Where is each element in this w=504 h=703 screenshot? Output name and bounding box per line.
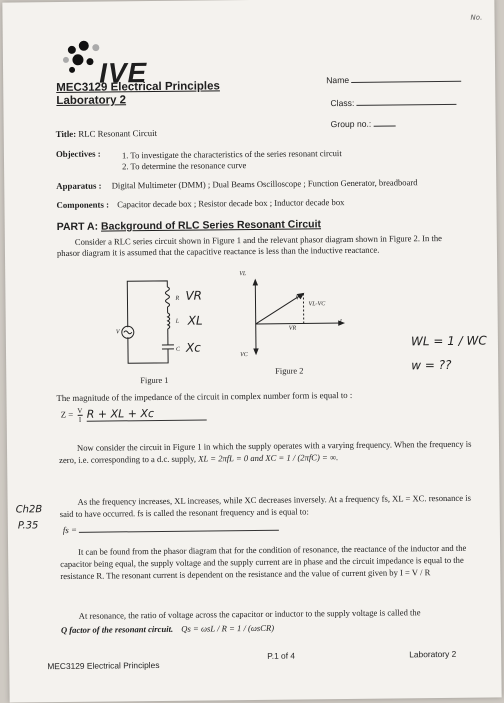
margin-note-chapter: Ch2B xyxy=(16,504,43,515)
margin-note-page: P.35 xyxy=(18,520,39,531)
impedance-text: The magnitude of the impedance of the circuit in complex number form is equal to : xyxy=(56,389,352,404)
fig1-l-label: L xyxy=(176,319,179,325)
apparatus-row xyxy=(56,176,417,192)
fig2-vr-label: VR xyxy=(289,326,296,332)
fig1-c-label: C xyxy=(176,347,180,353)
frequency-text: Now consider the circuit in Figure 1 in which the supply operates with a varying frequency. When the frequency is zero, i.e. corresponding to a d.c. supply, xyxy=(59,439,471,465)
frequency-paragraph xyxy=(59,438,481,466)
course-lab: Laboratory 2 xyxy=(56,94,126,108)
fs-field[interactable] xyxy=(63,522,279,536)
q-factor-equation: Qs = ωsL / R = 1 / (ωsCR) xyxy=(181,623,274,634)
class-label: Class: xyxy=(330,98,354,108)
resonant-frequency-paragraph: As the frequency increases, XL increases, while XC decreases inversely. At a frequency fs, XL = XC. resonance is said to have occurred. fs is called the resonant frequency and is equal to: xyxy=(60,492,482,520)
handwritten-xl: XL xyxy=(188,314,203,328)
handwritten-omega-question: w = ?? xyxy=(411,358,451,372)
fig2-vc-label: VC xyxy=(240,352,248,358)
name-input-line[interactable] xyxy=(352,81,462,83)
q-factor-paragraph xyxy=(61,606,483,622)
components-label: Components : xyxy=(56,199,109,210)
frequency-equation: XL = 2πfL = 0 and XC = 1 / (2πfC) = ∞. xyxy=(198,452,338,463)
figure-1-caption: Figure 1 xyxy=(140,376,168,385)
components-value: Capacitor decade box ; Resistor decade box ; Inductor decade box xyxy=(117,197,344,209)
title-label: Title: xyxy=(56,129,76,139)
worksheet-page xyxy=(2,0,501,703)
z-fraction xyxy=(77,407,82,424)
title-row xyxy=(56,127,157,140)
figure-1-circuit xyxy=(105,270,226,371)
fig2-i-label: I xyxy=(340,319,342,325)
handwritten-xc: Xc xyxy=(186,341,201,355)
footer-right: Laboratory 2 xyxy=(409,649,456,659)
group-field[interactable] xyxy=(331,118,396,129)
fig2-vl-label: VL xyxy=(239,271,246,277)
objective-item-1: 1. To investigate the characteristics of the series resonant circuit xyxy=(122,148,342,160)
fs-label: fs = xyxy=(63,525,77,535)
figure-2-phasor xyxy=(243,271,354,362)
title-value: RLC Resonant Circuit xyxy=(78,128,157,139)
objective-item-2: 2. To determine the resonance curve xyxy=(122,160,246,171)
fig1-v-label: V xyxy=(116,329,120,335)
fig1-r-label: R xyxy=(175,296,179,302)
resonance-paragraph: It can be found from the phasor diagram that for the condition of resonance, the reactance of the inductor and the capacitor being equal, the supply voltage and the supply current are in phase and the circuit impedance is equal to the resistance R. The resonant current is dependent on the resistance and the value of current given by I = V / R xyxy=(60,542,482,582)
name-label: Name xyxy=(326,75,349,85)
handwritten-resonance-eq: WL = 1 / WC xyxy=(411,334,487,349)
fs-input-line[interactable] xyxy=(79,530,279,533)
figure-2-caption: Figure 2 xyxy=(275,366,303,375)
fig2-v-label: V xyxy=(295,296,299,302)
group-label: Group no.: xyxy=(331,119,372,129)
class-field[interactable] xyxy=(330,97,456,108)
z-fraction-den: I xyxy=(77,416,82,424)
corner-note: No. xyxy=(470,14,482,22)
logo-text: IVE xyxy=(99,57,147,90)
part-a-title: Background of RLC Series Resonant Circuit xyxy=(101,218,321,232)
impedance-formula xyxy=(61,405,207,424)
q-factor-text: Q factor of the resonant circuit. xyxy=(61,624,173,635)
apparatus-value: Digital Multimeter (DMM) ; Dual Beams Oscilloscope ; Function Generator, breadboard xyxy=(112,177,418,190)
z-fraction-num: V xyxy=(77,407,82,416)
class-input-line[interactable] xyxy=(357,104,457,106)
name-field[interactable] xyxy=(326,74,461,85)
course-title: MEC3129 Electrical Principles xyxy=(56,80,220,95)
q-intro-text: At resonance, the ratio of voltage across the capacitor or inductor to the supply voltage is called the xyxy=(79,607,421,621)
components-row xyxy=(56,196,344,211)
part-a-prefix: PART A: xyxy=(57,221,101,233)
objectives-label: Objectives : xyxy=(56,148,101,160)
footer-left: MEC3129 Electrical Principles xyxy=(47,660,159,671)
apparatus-label: Apparatus : xyxy=(56,181,101,191)
part-a-heading xyxy=(57,218,321,233)
part-a-intro: Consider a RLC series circuit shown in Figure 1 and the relevant phasor diagram shown in Figure 2. In the phasor diagram it is assumed that the capacitive reactance is less than the inductive reactance. xyxy=(57,233,467,259)
fig2-vlvc-label: VL-VC xyxy=(308,301,325,307)
z-answer-handwritten[interactable]: R + XL + Xc xyxy=(87,407,207,421)
q-factor-line xyxy=(61,622,274,636)
footer-page-number: P.1 of 4 xyxy=(267,651,295,661)
handwritten-vr: VR xyxy=(185,289,202,303)
z-prefix: Z = xyxy=(61,409,74,419)
group-input-line[interactable] xyxy=(374,125,396,126)
